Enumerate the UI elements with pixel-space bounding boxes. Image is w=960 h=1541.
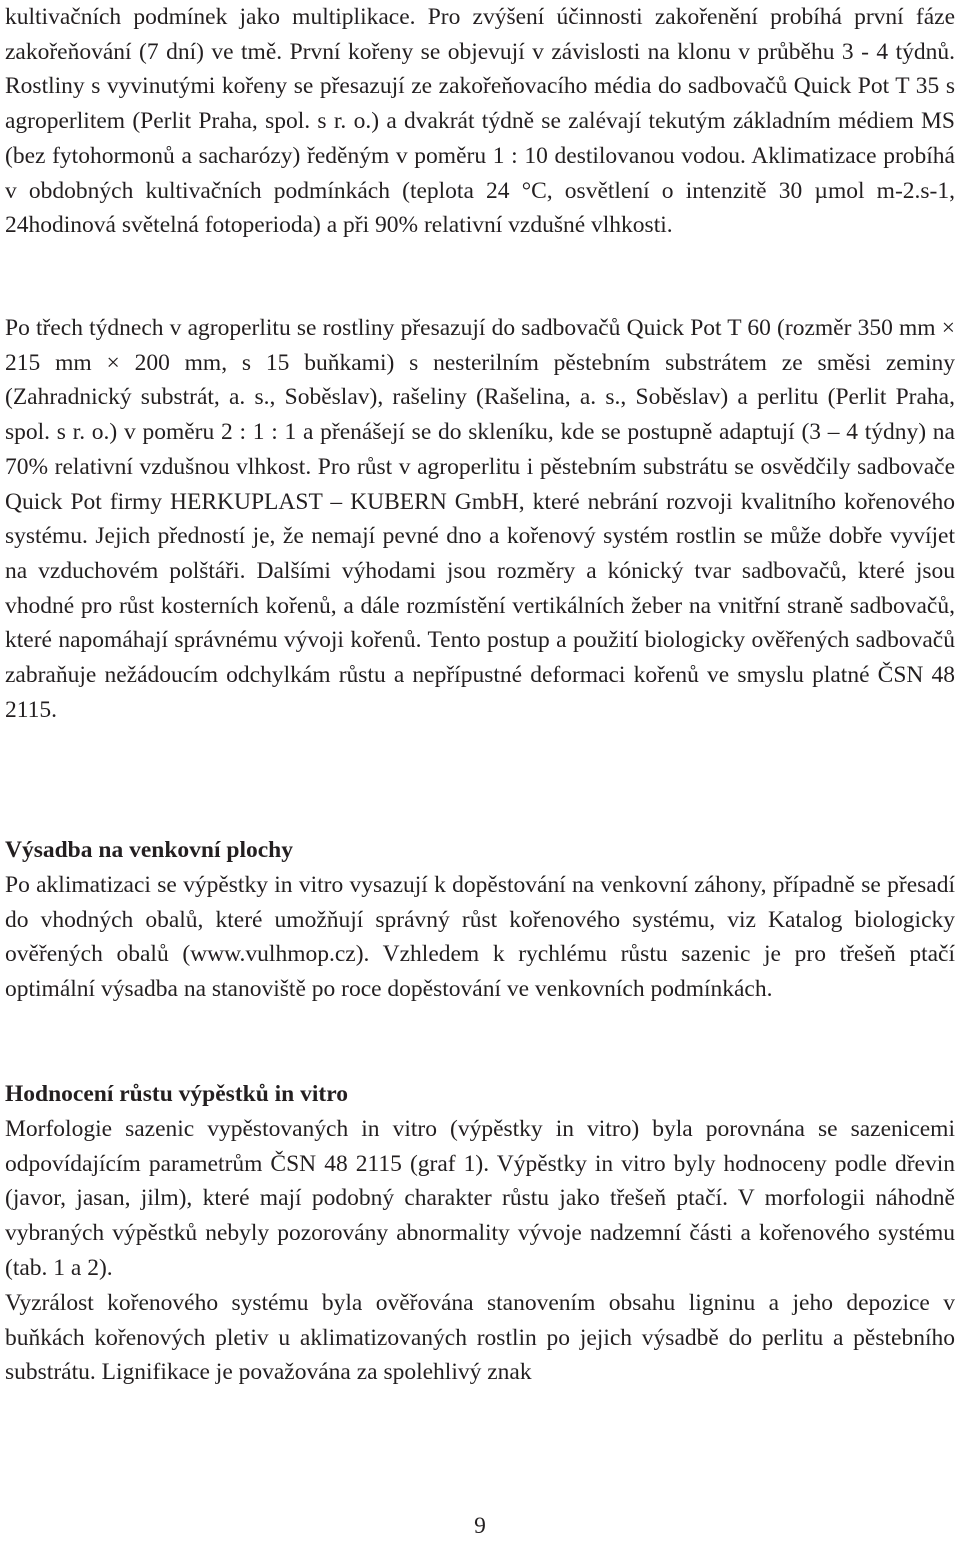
page-number: 9 <box>474 1513 486 1539</box>
paragraph-morphology: Morfologie sazenic vypěstovaných in vitro (výpěstky in vitro) byla porovnána se sazenicemi odpovídajícím parametrům ČSN 48 2115 (graf 1). Výpěstky in vitro byly hodnoceny podle dřevin (javor, jasan, jilm), které mají podobný charakter růstu jako třešeň ptačí. V morfologii náhodně vybraných výpěstků nebyly pozorovány abnormality vývoje nadzemní části a kořenového systému (tab. 1 a 2). <box>5 1116 955 1281</box>
paragraph-outdoor-planting: Po aklimatizaci se výpěstky in vitro vysazují k dopěstování na venkovní záhony, případně se přesadí do vhodných obalů, které umožňují správný růst kořenového systému, viz Katalog biologicky ověřených obalů (www.vulhmop.cz). Vzhledem k rychlému růstu sazenic je pro třešeň ptačí optimální výsadba na stanoviště po roce dopěstování ve venkovních podmínkách. <box>5 872 955 1003</box>
section-heading-growth-evaluation: Hodnocení růstu výpěstků in vitro <box>5 1081 348 1107</box>
section-heading-outdoor-planting: Výsadba na venkovní plochy <box>5 837 293 863</box>
paragraph-rooting-acclimatization: kultivačních podmínek jako multiplikace. Pro zvýšení účinnosti zakořenění probíhá první fáze zakořeňování (7 dní) ve tmě. První kořeny se objevují v závislosti na klonu v průběhu 3 - 4 týdnů. Rostliny s vyvinutými kořeny se přesazují ze zakořeňovacího média do sadbovačů Quick Pot T 35 s agroperlitem (Perlit Praha, spol. s r. o.) a dvakrát týdně se zalévají tekutým základním médiem MS (bez fytohormonů a sacharózy) ředěným v poměru 1 : 10 destilovanou vodou. Aklimatizace probíhá v obdobných kultivačních podmínkách (teplota 24 °C, osvětlení o intenzitě 30 µmol m-2.s-1, 24hodinová světelná fotoperioda) a při 90% relativní vzdušné vlhkosti. <box>5 4 955 239</box>
paragraph-root-maturity: Vyzrálost kořenového systému byla ověřována stanovením obsahu ligninu a jeho depozice v buňkách kořenových pletiv u aklimatizovaných rostlin po jejich výsadbě do perlitu a pěstebního substrátu. Lignifikace je považována za spolehlivý znak <box>5 1290 955 1386</box>
paragraph-transplanting-agroperlite: Po třech týdnech v agroperlitu se rostliny přesazují do sadbovačů Quick Pot T 60 (rozměr 350 mm × 215 mm × 200 mm, s 15 buňkami) s nesterilním pěstebním substrátem ze směsi zeminy (Zahradnický substrát, a. s., Soběslav), rašeliny (Rašelina, a. s., Soběslav) a perlitu (Perlit Praha, spol. s r. o.) v poměru 2 : 1 : 1 a přenášejí se do skleníku, kde se postupně adaptují (3 – 4 týdny) na 70% relativní vzdušnou vlhkost. Pro růst v agroperlitu i pěstebním substrátu se osvědčily sadbovače Quick Pot firmy HERKUPLAST – KUBERN GmbH, které nebrání rozvoji kvalitního kořenového systému. Jejich předností je, že nemají pevné dno a kořenový systém rostlin se může dobře vyvíjet na vzduchovém polštáři. Dalšími výhodami jsou rozměry a kónický tvar sadbovačů, které jsou vhodné pro růst kosterních kořenů, a dále rozmístění vertikálních žeber na vnitřní straně sadbovačů, které napomáhají správnému vývoji kořenů. Tento postup a použití biologicky ověřených sadbovačů zabraňuje nežádoucím odchylkám růstu a nepřípustné deformaci kořenů ve smyslu platné ČSN 48 2115. <box>5 315 955 723</box>
